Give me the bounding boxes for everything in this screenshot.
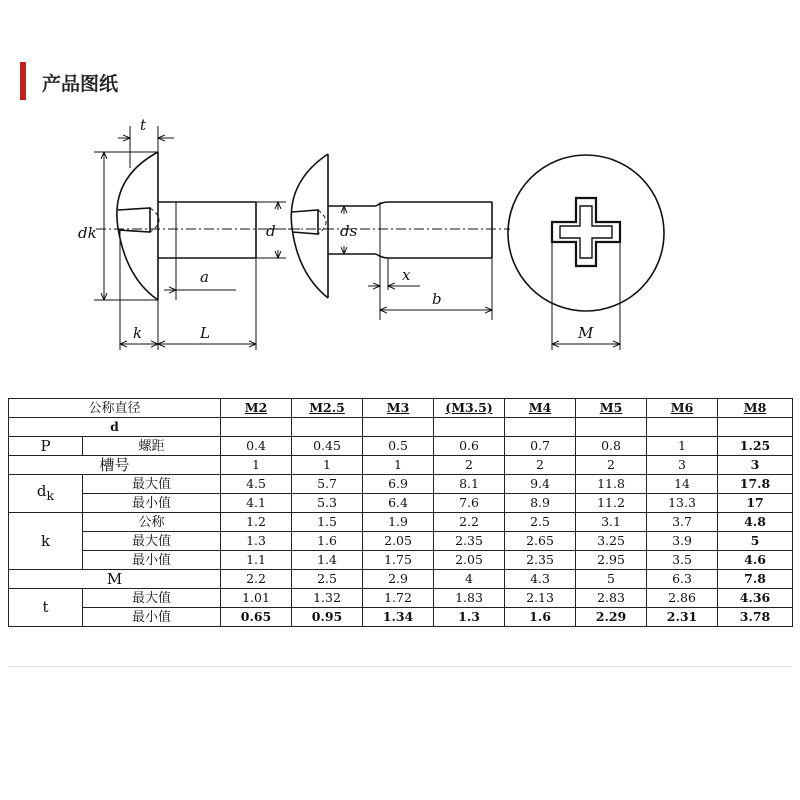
cell: 2 [576,456,647,475]
screw-top-view [508,155,664,311]
cell: 7.8 [718,570,793,589]
cell: 8.1 [434,475,505,494]
t-symbol: t [9,589,83,627]
table-footer-rule [8,650,792,667]
cell: 1.2 [221,513,292,532]
cell: 3 [647,456,718,475]
cell: 1.32 [292,589,363,608]
cell: 2.65 [505,532,576,551]
cell: 1.83 [434,589,505,608]
cell: 2.35 [505,551,576,570]
table-row-dk-max [9,475,793,494]
cell: 1.9 [363,513,434,532]
cell: 7.6 [434,494,505,513]
cell: 14 [647,475,718,494]
cell: 4.36 [718,589,793,608]
row-label: 最小值 [83,608,221,627]
table-row-slot [9,456,793,475]
cell: 0.45 [292,437,363,456]
row-label: 最大值 [83,589,221,608]
table-row-pitch [9,437,793,456]
cell: 17.8 [718,475,793,494]
cell: 2.95 [576,551,647,570]
cell: 1 [221,456,292,475]
cell: 2 [505,456,576,475]
table-row-t-min [9,608,793,627]
cell: 1.6 [292,532,363,551]
row-label: 最大值 [83,475,221,494]
screw-side-view-slotted [117,152,256,300]
row-label: 公称 [83,513,221,532]
cell: 6.4 [363,494,434,513]
cell: 4.8 [718,513,793,532]
cell: 3 [718,456,793,475]
cell: 8.9 [505,494,576,513]
spec-table [8,398,793,627]
cell: 2.2 [434,513,505,532]
cell: 1 [647,437,718,456]
cell: 4 [434,570,505,589]
cell: 2.9 [363,570,434,589]
row-label: 最大值 [83,532,221,551]
label-x: x [402,266,411,284]
label-ds: ds [340,222,358,240]
cell: 1.72 [363,589,434,608]
cell: 11.2 [576,494,647,513]
size-header: M4 [505,399,576,418]
cell: 2.13 [505,589,576,608]
cell: 3.9 [647,532,718,551]
technical-drawing [0,110,800,360]
cell: 2.05 [434,551,505,570]
size-header: (M3.5) [434,399,505,418]
header-label: 公称直径 [9,399,221,418]
cell: 3.25 [576,532,647,551]
section-accent-bar [20,62,26,100]
cell: 1.4 [292,551,363,570]
cell: 4.3 [505,570,576,589]
cell: 2.5 [505,513,576,532]
cell: 5 [718,532,793,551]
cell: 5.3 [292,494,363,513]
cell: 0.4 [221,437,292,456]
table-row-k-max [9,532,793,551]
cell: 1.5 [292,513,363,532]
cell: 2.31 [647,608,718,627]
table-row-k-min [9,551,793,570]
pitch-symbol: P [9,437,83,456]
cell: 0.8 [576,437,647,456]
cell: 3.5 [647,551,718,570]
cell: 4.1 [221,494,292,513]
size-header: M5 [576,399,647,418]
slot-label: 槽号 [9,456,221,475]
size-header: M6 [647,399,718,418]
dk-symbol: $d_k$ [9,475,83,513]
cell: 0.95 [292,608,363,627]
cell: 2 [434,456,505,475]
cell: 3.7 [647,513,718,532]
cell: 5 [576,570,647,589]
cell: 0.65 [221,608,292,627]
cell: 1.3 [221,532,292,551]
cell: 1.1 [221,551,292,570]
d-label: d [9,418,221,437]
cell: 2.86 [647,589,718,608]
cell: 2.83 [576,589,647,608]
row-label: 最小值 [83,551,221,570]
label-d: d [266,222,276,240]
cell: 1.6 [505,608,576,627]
M-label: M [9,570,221,589]
cell: 6.3 [647,570,718,589]
label-L: L [200,324,210,342]
label-b: b [432,290,442,308]
screw-side-view-cross [291,154,492,298]
cell: 6.9 [363,475,434,494]
table-row-t-max [9,589,793,608]
label-t: t [140,116,147,134]
cell: 0.5 [363,437,434,456]
cell: 2.05 [363,532,434,551]
cell: 11.8 [576,475,647,494]
cell: 1.25 [718,437,793,456]
cell: 1 [363,456,434,475]
label-dk: dk [78,224,97,242]
cell: 2.35 [434,532,505,551]
k-symbol: k [9,513,83,570]
cell: 0.6 [434,437,505,456]
table-row-d [9,418,793,437]
cell: 13.3 [647,494,718,513]
cell: 1.3 [434,608,505,627]
cell: 4.6 [718,551,793,570]
cell: 17 [718,494,793,513]
pitch-label: 螺距 [83,437,221,456]
cell: 1.01 [221,589,292,608]
label-k: k [133,324,143,342]
cell: 0.7 [505,437,576,456]
size-header: M8 [718,399,793,418]
cell: 1.75 [363,551,434,570]
cell: 2.5 [292,570,363,589]
row-label: 最小值 [83,494,221,513]
table-row-dk-min [9,494,793,513]
label-a: a [200,268,209,286]
cell: 3.1 [576,513,647,532]
table-row-M [9,570,793,589]
table-header-row [9,399,793,418]
cell: 9.4 [505,475,576,494]
cell: 4.5 [221,475,292,494]
cell: 2.2 [221,570,292,589]
table-row-k-nom [9,513,793,532]
cell: 1.34 [363,608,434,627]
size-header: M2.5 [292,399,363,418]
cell: 3.78 [718,608,793,627]
cell: 5.7 [292,475,363,494]
cell: 2.29 [576,608,647,627]
label-M: M [578,324,594,342]
size-header: M2 [221,399,292,418]
size-header: M3 [363,399,434,418]
section-title: 产品图纸 [42,73,119,95]
cell: 1 [292,456,363,475]
